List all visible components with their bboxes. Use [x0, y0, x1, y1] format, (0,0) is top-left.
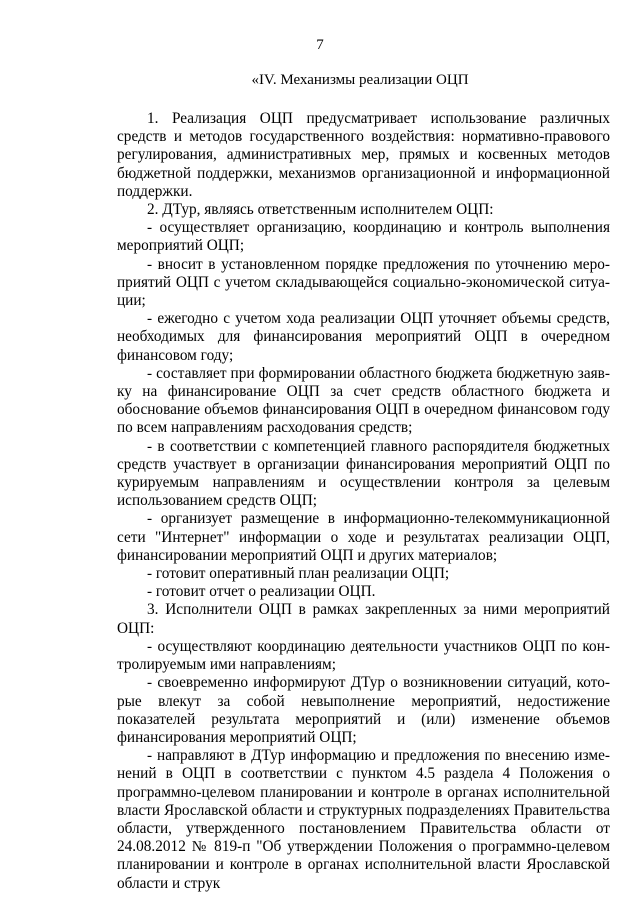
section-title: «IV. Механизмы реализации ОЦП: [251, 72, 469, 88]
paragraph-7: - в соответствии с компетенцией главного распорядителя бюджетных средств участвует в организации финансирования мероприятий ОЦП по курируемым направлениям и осуществлении контроля за целевым использованием средств ОЦП;: [117, 437, 610, 510]
paragraph-5: - ежегодно с учетом хода реализации ОЦП уточняет объемы средств, необходимых для финансирования мероприятий ОЦП в очередном финансовом году;: [117, 310, 610, 364]
document-body: [117, 110, 610, 893]
paragraph-14: - направляют в ДТур информацию и предложения по внесению изменений в ОЦП в соответствии с пунктом 4.5 раздела 4 Положения о программно-целевом планировании и контроле в органах исполнительной власти Ярославской области и структурных подразделениях Правительства области, утвержденного постановлением Правительства области от 24.08.2012 № 819-п "Об утверждении Положения о программно-целевом планировании и контроле в органах исполнительной власти Ярославской области и струк: [117, 747, 610, 892]
paragraph-6: - составляет при формировании областного бюджета бюджетную заявку на финансирование ОЦП за счет средств областного бюджета и обоснование объемов финансирования ОЦП в очередном финансовом году по всем направлениям расходования средств;: [117, 364, 610, 437]
paragraph-1: 1. Реализация ОЦП предусматривает использование различных средств и методов государственного воздействия: нормативно-правового регулирования, административных мер, прямых и косвенных методов бюджетной поддержки, механизмов организационной и информационной поддержки.: [117, 110, 610, 200]
paragraph-13: - своевременно информируют ДТур о возникновении ситуаций, которые влекут за собой невыполнение мероприятий, недостижение показателей результата мероприятий и (или) изменение объемов финансирования мероприятий ОЦП;: [117, 674, 610, 746]
paragraph-11: 3. Исполнители ОЦП в рамках закрепленных за ними мероприятий ОЦП:: [117, 601, 610, 637]
paragraph-9: - готовит оперативный план реализации ОЦП;: [147, 565, 450, 583]
paragraph-8: - организует размещение в информационно-телекоммуникационной сети "Интернет" информации о ходе и результатах реализации ОЦП, финансировании мероприятий ОЦП и других материалов;: [117, 510, 610, 564]
paragraph-4: - вносит в установленном порядке предложения по уточнению мероприятий ОЦП с учетом складывающейся социально-экономической ситуации;: [117, 255, 610, 310]
paragraph-2: 2. ДТур, являясь ответственным исполнителем ОЦП:: [147, 201, 494, 219]
paragraph-10: - готовит отчет о реализации ОЦП.: [147, 583, 376, 601]
page-number: 7: [316, 37, 324, 53]
paragraph-3: - осуществляет организацию, координацию и контроль выполнения мероприятий ОЦП;: [117, 219, 610, 255]
paragraph-12: - осуществляют координацию деятельности участников ОЦП по контролируемым ими направлениям;: [117, 637, 610, 674]
